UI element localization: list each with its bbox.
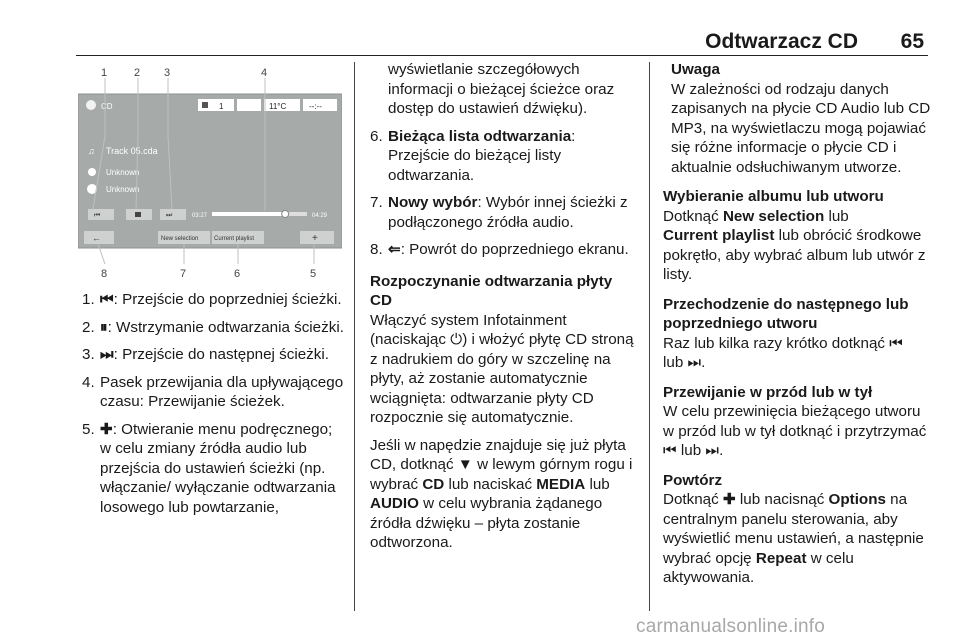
callout-7: 7 <box>180 268 187 280</box>
screen-time-elapsed: 03:27 <box>192 213 208 219</box>
section <box>663 187 931 285</box>
skip-next-icon: ⏭ <box>100 346 114 363</box>
page-title: Odtwarzacz CD <box>705 30 858 53</box>
section-heading: Rozpoczynanie odtwarzania płyty CD <box>370 272 613 309</box>
column-3 <box>663 60 931 598</box>
callout-6: 6 <box>234 268 241 280</box>
paragraph: Dotknąć ✚ lub nacisnąć Options na centralnym panelu sterowania, aby wyświetlić menu ustawień, a następnie wybrać opcję Repeat w celu aktywowania. <box>663 491 924 586</box>
back-arrow-icon: ← <box>92 233 101 243</box>
screen-temp: 11°C <box>269 102 287 111</box>
power-icon: ⏻ <box>450 331 463 348</box>
skip-next-icon: ⏭ <box>687 354 702 371</box>
column-divider <box>354 62 355 611</box>
section-heading: Powtórz <box>663 471 723 489</box>
screen-album: Unknown <box>106 185 140 194</box>
legend-list-cont <box>370 127 634 260</box>
callout-5: 5 <box>310 268 317 280</box>
callout-4: 4 <box>261 67 268 79</box>
section-heading: Wybieranie albumu lub utworu <box>663 188 884 205</box>
plus-icon: ✚ <box>100 420 113 438</box>
screen-track: Track 05.cda <box>106 146 158 156</box>
current-playlist-label: Current playlist <box>214 236 255 242</box>
section <box>663 383 931 461</box>
page-number: 65 <box>900 30 924 53</box>
list-item: 2. ⏸: Wstrzymanie odtwarzania ścieżki. <box>82 318 344 336</box>
note-text: W zależności od rodzaju danych zapisanych na płycie CD Audio lub CD MP3, na wyświetlaczu mogą pojawiać się różne informacje o płycie CD i aktualnie odsłuchiwanym utworze. <box>671 80 931 176</box>
skip-prev-icon: ⏮ <box>663 442 677 459</box>
column-divider <box>649 62 650 611</box>
page-header <box>76 30 928 56</box>
note-block <box>663 60 931 177</box>
cd-player-figure <box>78 64 342 280</box>
progress-fill <box>212 212 285 216</box>
music-note-icon: ♫ <box>88 146 95 156</box>
screen-clock: --:-- <box>309 102 322 111</box>
paragraph: W celu przewinięcia bieżącego utworu w przód lub w tył dotknąć i przytrzymać ⏮ lub ⏭. <box>663 403 927 459</box>
status-box <box>237 99 261 111</box>
source-dot-icon <box>86 100 96 110</box>
skip-prev-icon: ⏮ <box>889 334 903 352</box>
new-selection-label: New selection <box>161 236 199 242</box>
plus-icon: ✚ <box>722 491 736 508</box>
section <box>663 295 931 373</box>
plus-icon: + <box>312 233 318 244</box>
list-item: 5. ✚: Otwieranie menu podręcznego; w celu zmiany źródła audio lub przejścia do ustawień ścieżki (np. włączanie/ wyłączanie odtwarzania losowego lub powtarzanie, <box>82 420 336 516</box>
section <box>663 471 931 588</box>
paragraph: Włączyć system Infotainment (naciskając ⏻) i włożyć płytę CD stroną z nadrukiem do góry w szczelinę na płyty, aż zostanie automatycznie wciągnięta: odtwarzanie płyty CD rozpocznie się automatycznie. <box>370 311 634 426</box>
triangle-down-icon: ▼ <box>457 456 473 473</box>
prev-button <box>88 209 114 220</box>
callout-3: 3 <box>164 67 171 79</box>
skip-next-icon: ⏭ <box>166 212 173 219</box>
skip-next-icon: ⏭ <box>705 442 720 459</box>
section-heading: Przewijanie w przód lub w tył <box>663 383 873 401</box>
screen-time-total: 04:29 <box>312 213 328 219</box>
list-item: 6. Bieżąca lista odtwarzania: Przejście do bieżącej listy odtwarzania. <box>370 127 576 184</box>
pause-icon: ⏸ <box>100 318 108 336</box>
list-item: 3. ⏭: Przejście do następnej ścieżki. <box>82 346 329 363</box>
list-item: 1. ⏮: Przejście do poprzedniej ścieżki. <box>82 291 342 308</box>
skip-prev-icon: ⏮ <box>100 291 114 308</box>
callout-1: 1 <box>101 67 108 79</box>
stop-icon <box>135 212 141 217</box>
skip-prev-icon: ⏮ <box>94 212 101 219</box>
column-1 <box>82 290 344 525</box>
paragraph: Raz lub kilka razy krótko dotknąć ⏮ lub ⏭. <box>663 334 903 371</box>
list-item: 7. Nowy wybór: Wybór innej ścieżki z podłączonego źródła audio. <box>370 194 628 231</box>
callout-8: 8 <box>101 268 108 280</box>
back-arrow-icon: ⇐ <box>388 241 401 258</box>
callout-2: 2 <box>134 67 141 79</box>
watermark: carmanualsonline.info <box>636 616 826 637</box>
next-button <box>160 209 186 220</box>
screen-source: CD <box>101 102 113 111</box>
legend-list <box>82 290 344 517</box>
list-item: 4. Pasek przewijania dla upływającego czasu: Przewijanie ścieżek. <box>82 373 344 410</box>
column-2 <box>370 60 634 561</box>
artist-icon <box>88 168 96 176</box>
section-heading: Przechodzenie do następnego lub poprzedniego utworu <box>663 295 909 332</box>
paragraph: Dotknąć New selection lub Current playlist lub obrócić środkowe pokrętło, aby wybrać album lub utwór z listy. <box>663 207 926 283</box>
paragraph: Jeśli w napędzie znajduje się już płyta CD, dotknąć ▼ w lewym górnym rogu i wybrać CD lub naciskać MEDIA lub AUDIO w celu wybrania żądanego źródła dźwięku – płyta zostanie odtworzona. <box>370 436 633 551</box>
list-item: 8. ⇐: Powrót do poprzedniego ekranu. <box>370 241 629 258</box>
progress-knob <box>282 211 289 218</box>
list-item-continuation: wyświetlanie szczegółowych informacji o bieżącej ścieżce oraz dostęp do ustawień dźwięku). <box>388 61 615 117</box>
status-num: 1 <box>219 102 224 111</box>
stop-icon <box>202 102 208 108</box>
note-heading: Uwaga <box>671 61 720 78</box>
screen-artist: Unknown <box>106 168 140 177</box>
